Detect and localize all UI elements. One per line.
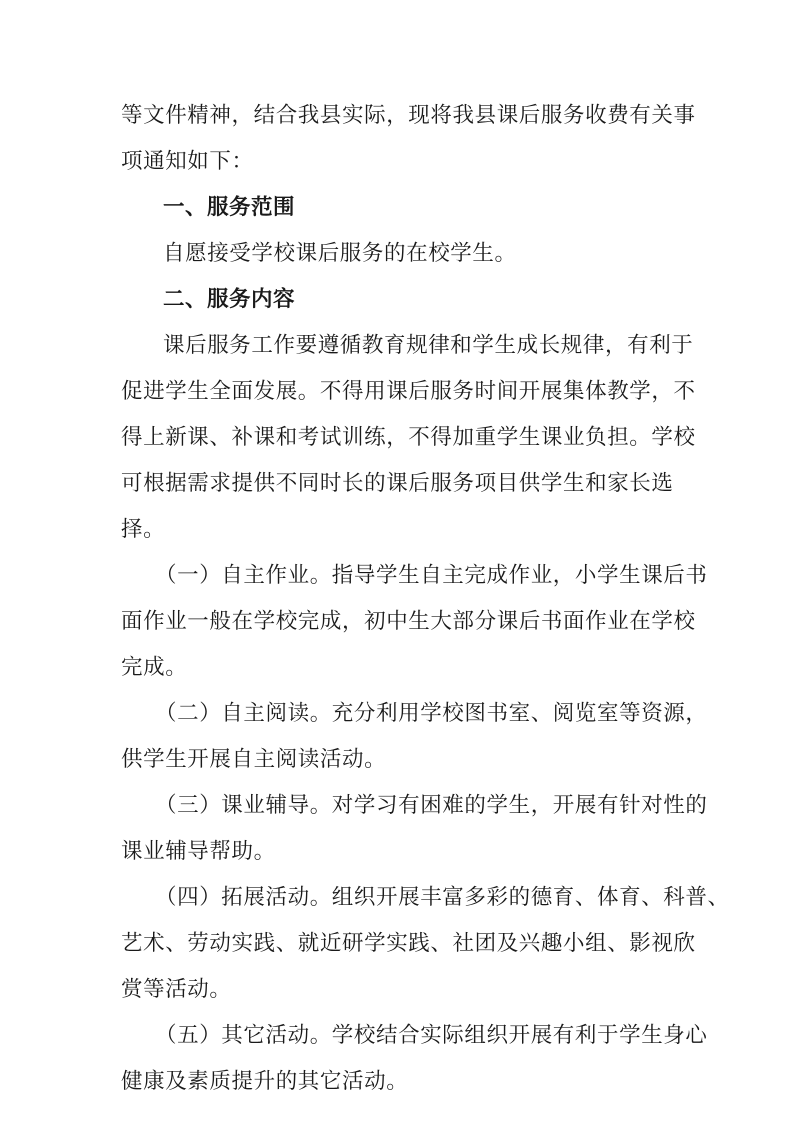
- body-text-line: 促进学生全面发展。不得用课后服务时间开展集体教学，不: [121, 379, 696, 404]
- list-item-line: （五）其它活动。学校结合实际组织开展有利于学生身心: [155, 1023, 708, 1048]
- body-text-line: 赏等活动。: [121, 977, 232, 1002]
- list-item-line: （一）自主作业。指导学生自主完成作业，小学生课后书: [155, 563, 708, 588]
- list-item-line: （三）课业辅导。对学习有困难的学生，开展有针对性的: [155, 793, 708, 818]
- body-text-line: 课后服务工作要遵循教育规律和学生成长规律，有利于: [163, 333, 694, 358]
- body-text-line: 供学生开展自主阅读活动。: [121, 747, 387, 772]
- body-text-line: 等文件精神，结合我县实际，现将我县课后服务收费有关事: [121, 103, 696, 128]
- body-text-line: 艺术、劳动实践、就近研学实践、社团及兴趣小组、影视欣: [121, 931, 696, 956]
- list-item-line: （四）拓展活动。组织开展丰富多彩的德育、体育、科普、: [155, 885, 730, 910]
- section-heading-content: 二、服务内容: [163, 287, 296, 312]
- body-text-line: 面作业一般在学校完成，初中生大部分课后书面作业在学校: [121, 609, 696, 634]
- body-text-line: 择。: [121, 517, 166, 542]
- body-text-line: 课业辅导帮助。: [121, 839, 276, 864]
- section-heading-scope: 一、服务范围: [163, 195, 296, 220]
- body-text-line: 自愿接受学校课后服务的在校学生。: [163, 241, 517, 266]
- body-text-line: 可根据需求提供不同时长的课后服务项目供学生和家长选: [121, 471, 674, 496]
- body-text-line: 得上新课、补课和考试训练，不得加重学生课业负担。学校: [121, 425, 696, 450]
- list-item-line: （二）自主阅读。充分利用学校图书室、阅览室等资源，: [155, 701, 708, 726]
- body-text-line: 健康及素质提升的其它活动。: [121, 1069, 409, 1094]
- body-text-line: 项通知如下：: [121, 149, 254, 174]
- body-text-line: 完成。: [121, 655, 188, 680]
